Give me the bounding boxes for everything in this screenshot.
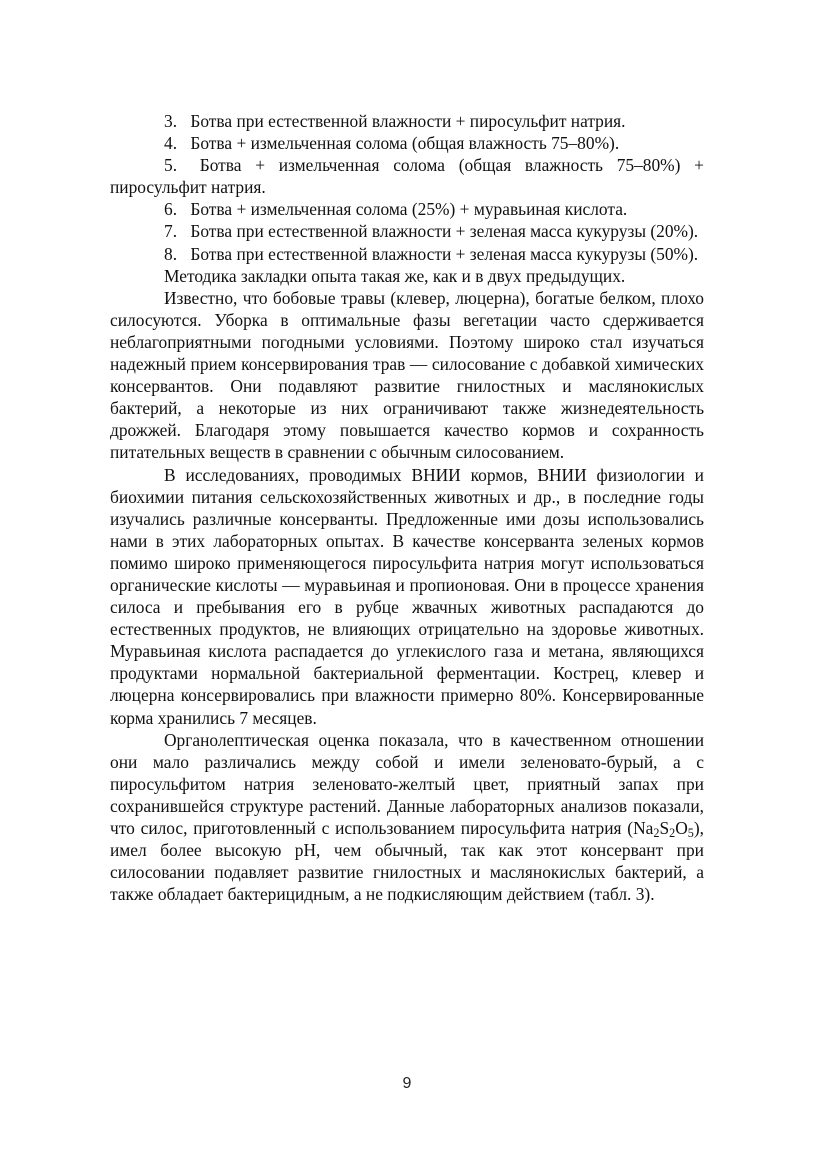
paragraph-method: Методика закладки опыта такая же, как и в двух предыдущих. (164, 265, 626, 286)
list-item (110, 220, 704, 242)
page-body (110, 110, 704, 905)
list-item-text: Ботва при естественной влажности + пиросульфит натрия. (190, 111, 626, 131)
list-item (110, 110, 704, 132)
list-item-number: 3. (164, 111, 178, 131)
page-number: 9 (402, 1075, 412, 1092)
list-item (110, 132, 704, 154)
list-item-number: 6. (164, 199, 178, 220)
paragraph-evaluation-start: Органолептическая оценка показала, что в качественном отношении они мало различались между собой и имели зеленовато-бурый, а с пиросульфитом натрия зеленовато-желтый цвет, приятный запах при сохранившейся структуре растений. Данные лабораторных анализов показали, что силос, приготовленный с использованием пиросульфита натрия ( (110, 729, 704, 838)
paragraph-evaluation-end: ), имел более высокую рН, чем обычный, так как этот консервант при силосовании подавляет развитие гнилостных и маслянокислых бактерий, а также обладает бактерицидным, а не подкисляющим действием (табл. 3). (110, 818, 704, 905)
list-item (110, 154, 704, 198)
list-item-text: Ботва + измельченная солома (общая влажность 75–80%) + пиросульфит натрия. (110, 155, 704, 198)
list-item-text: Ботва + измельченная солома (общая влажность 75–80%). (190, 133, 620, 154)
paragraph-research: В исследованиях, проводимых ВНИИ кормов, ВНИИ физиологии и биохимии питания сельскохозяйственных животных и др., в последние годы изучались различные консерванты. Предложенные ими дозы использовались нами в этих лабораторных опытах. В качестве консерванта зеленых кормов помимо широко применяющегося пиросульфита натрия могут использоваться органические кислоты — муравьиная и пропионовая. Они в процессе хранения силоса и пребывания его в рубце жвачных животных распадаются до естественных продуктов, не влияющих отрицательно на здоровье животных. Муравьиная кислота распадается до углекислого газа и метана, являющихся продуктами нормальной бактериальной ферментации. Кострец, клевер и люцерна консервировались при влажности примерно 80%. Консервированные корма хранились 7 месяцев. (110, 464, 704, 728)
list-item-number: 4. (164, 133, 178, 154)
list-item-number: 7. (164, 221, 178, 242)
list-item-text: Ботва при естественной влажности + зеленая масса кукурузы (50%). (190, 243, 699, 264)
list-item (110, 243, 704, 265)
list-item-text: Ботва при естественной влажности + зеленая масса кукурузы (20%). (190, 221, 699, 242)
paragraph-legumes: Известно, что бобовые травы (клевер, люцерна), богатые белком, плохо силосуются. Уборка в оптимальные фазы вегетации часто сдерживается неблагоприятными погодными условиями. Поэтому широко стал изучаться надежный прием консервирования трав — силосование с добавкой химических консервантов. Они подавляют развитие гнилостных и маслянокислых бактерий, а некоторые из них ограничивают также жизнедеятельность дрожжей. Благодаря этому повышается качество кормов и сохранность питательных веществ в сравнении с обычным силосованием. (110, 287, 704, 463)
paragraph-evaluation (110, 729, 704, 906)
list-item-text: Ботва + измельченная солома (25%) + муравьиная кислота. (190, 199, 628, 220)
chemical-formula: $Na_2S_2O_5$ (633, 818, 694, 840)
list-item-number: 5. (164, 155, 178, 176)
list-item-number: 8. (164, 243, 178, 264)
list-item (110, 198, 704, 220)
